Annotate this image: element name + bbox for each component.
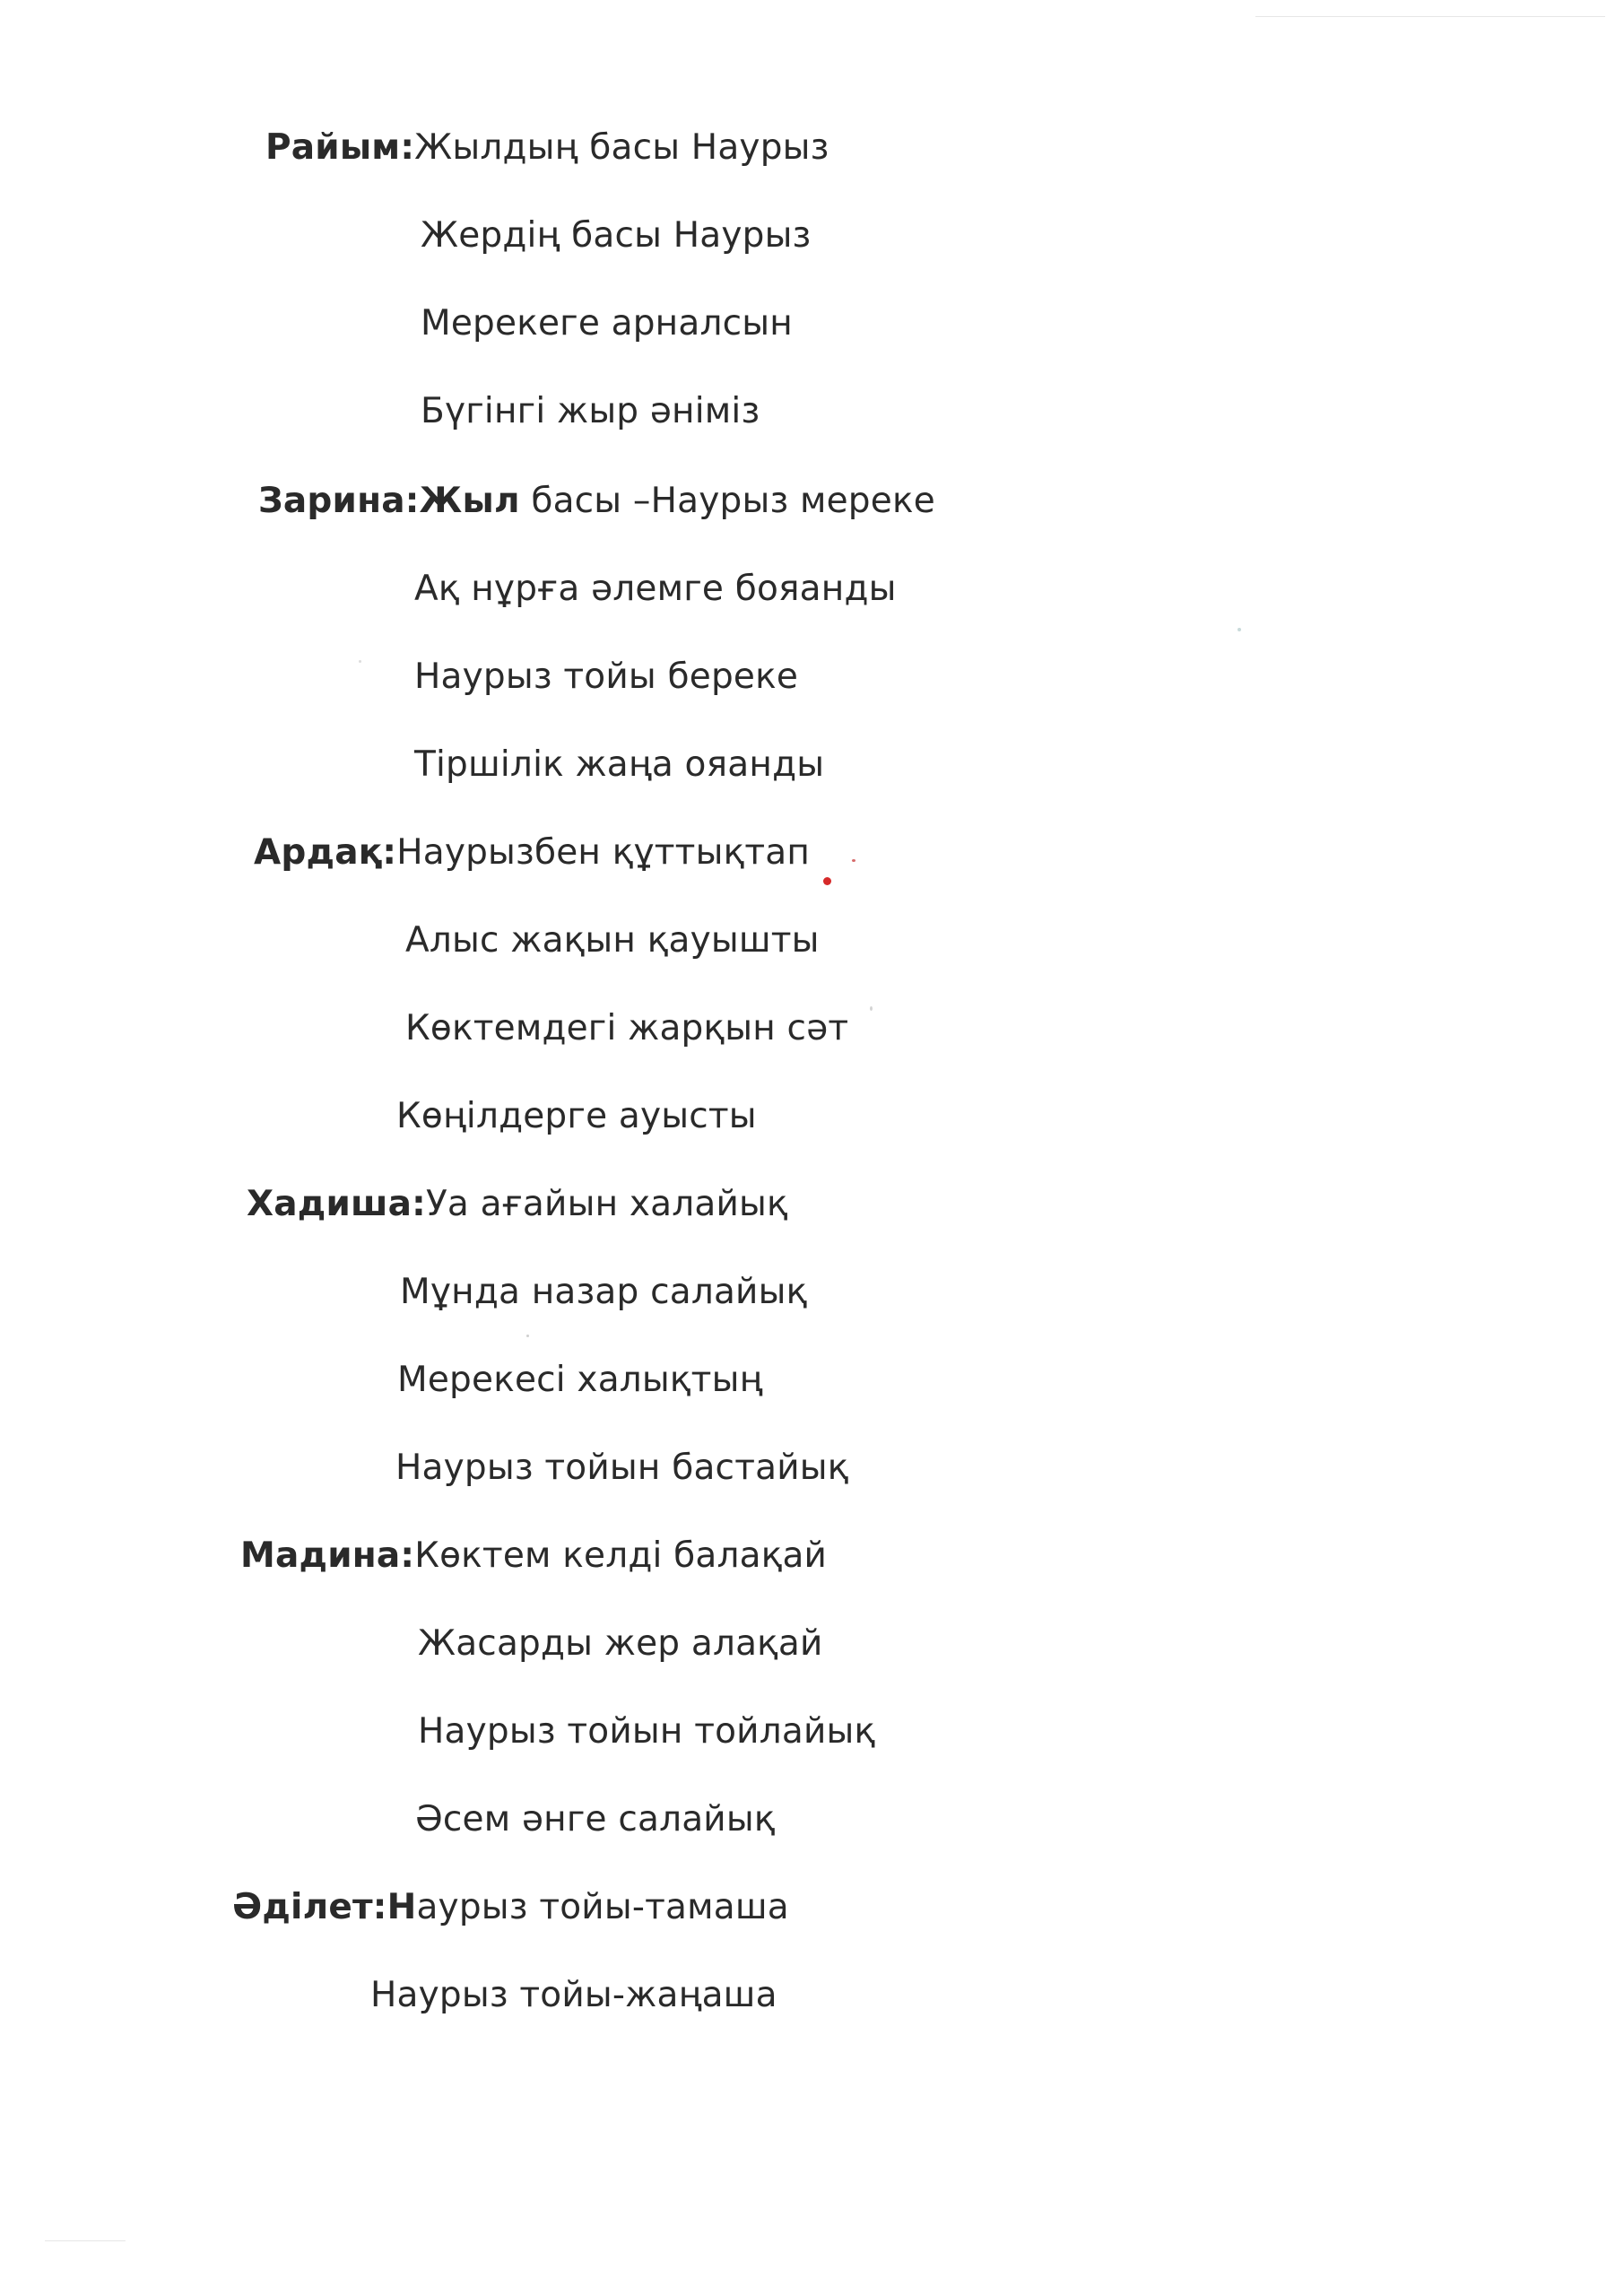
line-text: басы –Наурыз мереке: [519, 481, 935, 521]
line-text: Жылдың басы Наурыз: [414, 127, 829, 168]
scan-speck: [1238, 628, 1241, 631]
poem-line: Алыс жақын қауышты: [405, 920, 820, 961]
poem-line: Бүгінгі жыр әніміз: [421, 391, 760, 431]
speaker-name: Мадина:: [240, 1535, 415, 1576]
poem-line-speaker: [232, 1885, 789, 1930]
poem-line: Наурыз тойын тойлайық: [418, 1711, 876, 1752]
poem-line: Әсем әнге салайық: [415, 1799, 776, 1839]
line-text: аурыз тойы-тамаша: [416, 1887, 789, 1927]
line-text: Көктем келді балақай: [414, 1535, 828, 1576]
poem-line-speaker: [258, 479, 935, 524]
scan-speck: [359, 660, 361, 663]
poem-line-speaker: [247, 1182, 788, 1227]
red-ink-mark: [823, 877, 831, 885]
poem-line-speaker: [265, 126, 829, 170]
poem-line: Наурыз тойын бастайық: [395, 1448, 849, 1488]
speaker-name: Райым:: [265, 127, 415, 168]
poem-line: Көңілдерге ауысты: [396, 1096, 757, 1136]
speaker-name: Хадиша:: [247, 1184, 426, 1224]
scan-edge-line: [1255, 16, 1605, 17]
poem-line: Тіршілік жаңа ояанды: [414, 744, 825, 785]
line-text: Уа ағайын халайық: [425, 1184, 788, 1224]
red-ink-speck: [852, 859, 855, 862]
scan-speck: [526, 1335, 529, 1337]
speaker-name: Зарина:: [258, 481, 420, 521]
speaker-name: Әділет:: [232, 1887, 387, 1927]
scan-speck: [870, 1006, 873, 1011]
line-lead-bold: Н: [386, 1887, 417, 1927]
poem-line: Мерекеге арналсын: [421, 303, 793, 344]
poem-line-speaker: [254, 831, 810, 875]
poem-line: Ақ нұрға әлемге бояанды: [414, 569, 897, 609]
poem-line: Жердің басы Наурыз: [421, 215, 812, 256]
line-text: Наурызбен құттықтап: [396, 832, 811, 873]
poem-line: Мерекесі халықтың: [397, 1360, 763, 1400]
poem-line: Мұнда назар салайық: [400, 1272, 808, 1312]
poem-line: Наурыз тойы береке: [414, 657, 799, 697]
poem-line: Көктемдегі жарқын сәт: [405, 1008, 849, 1048]
poem-line-speaker: [240, 1534, 827, 1578]
poem-line: Жасарды жер алақай: [418, 1623, 823, 1664]
poem-line: Наурыз тойы-жаңаша: [370, 1975, 777, 2015]
scan-edge-line: [45, 2240, 126, 2241]
speaker-name: Ардақ:: [254, 832, 397, 873]
line-lead-bold: Жыл: [419, 481, 520, 521]
